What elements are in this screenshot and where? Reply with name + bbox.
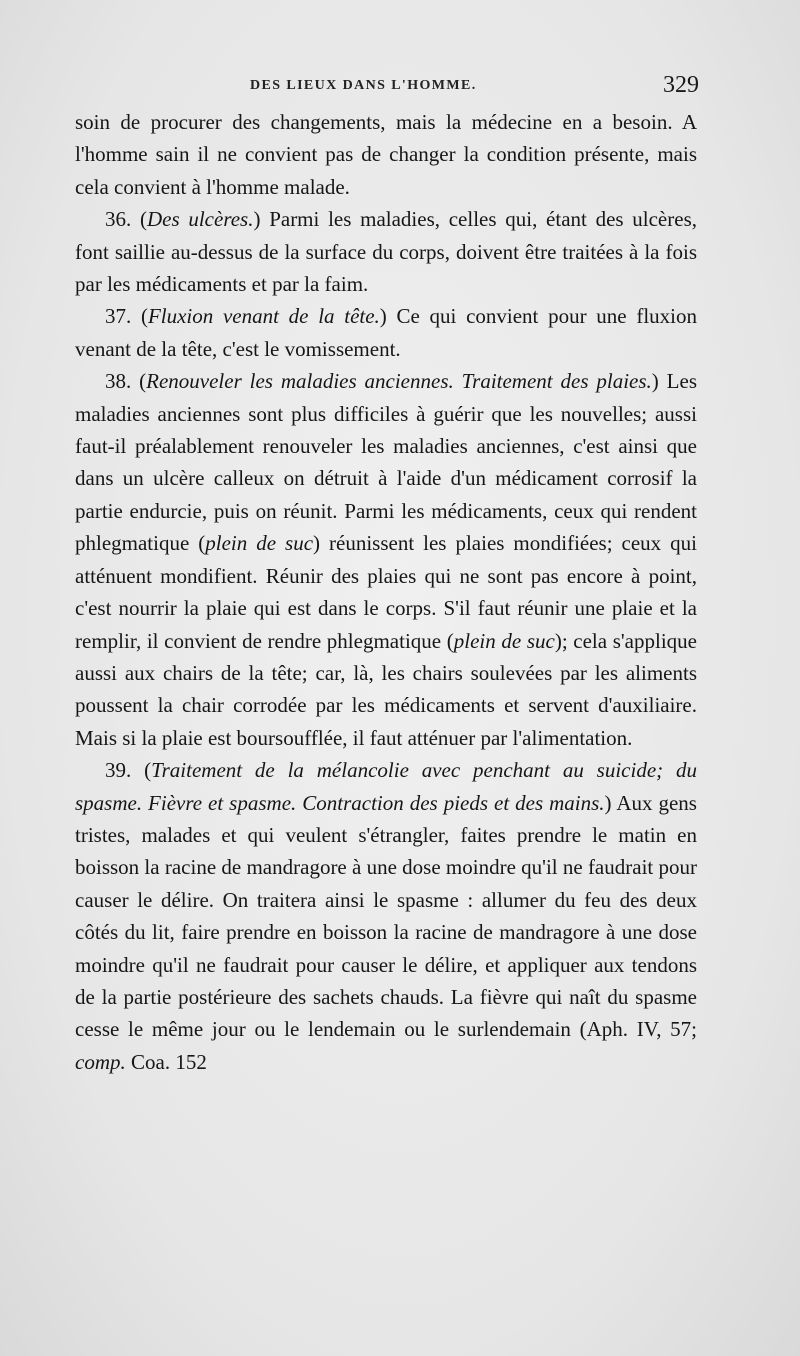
paragraph-38: 38. (Renouveler les maladies anciennes. Traitement des plaies.) Les maladies anciennes sont plus difficiles à guérir que les nouvelles; aussi faut-il préalablement renouveler les maladies anciennes, c'est ainsi que dans un ulcère calleux on détruit à l'aide d'un médicament corrosif la partie endurcie, puis on réunit. Parmi les médicaments, ceux qui rendent phlegmatique (plein de suc) réunissent les plaies mondifiées; ceux qui atténuent mondifient. Réunir des plaies qui ne sont pas encore à point, c'est nourrir la plaie qui est dans le corps. S'il faut réunir une plaie et la remplir, il convient de rendre phlegmatique (plein de suc); cela s'applique aussi aux chairs de la tête; car, là, les chairs soulevées par les aliments poussent la chair corrodée par les médicaments et servent d'auxiliaire. Mais si la plaie est boursoufflée, il faut atténuer par l'alimentation. — [75, 369, 697, 750]
paragraph-number: 38. — [105, 369, 132, 394]
paragraph-gloss: plein de suc — [205, 531, 314, 556]
paragraph-text: Parmi les maladies, celles qui, étant des ulcères, font saillie au-dessus de la surface du corps, doivent être traitées à la fois par les médicaments et par la faim. — [75, 207, 697, 297]
paragraph-number: 39. — [105, 758, 132, 783]
body-text — [75, 106, 697, 1078]
paragraph-39: 39. (Traitement de la mélancolie avec penchant au suicide; du spasme. Fièvre et spasme. Contraction des pieds et des mains.) Aux gens tristes, malades et qui veulent s'étrangler, faites prendre le matin en boisson la racine de mandragore à une dose moindre qu'il ne faudrait pour causer le délire. On traitera ainsi le spasme : allumer du feu des deux côtés du lit, faire prendre en boisson la racine de mandragore à une dose moindre qu'il ne faudrait pour causer le délire, et appliquer aux tendons de la partie postérieure des sachets chauds. La fièvre qui naît du spasme cesse le même jour ou le lendemain ou le surlendemain (Aph. IV, 57; comp. Coa. 152 — [75, 758, 697, 1074]
paragraph-title: Traitement de la mélancolie avec penchant au suicide; du spasme. Fièvre et spasme. Contraction des pieds et des mains. — [75, 758, 697, 815]
paragraph-number: 37. — [105, 304, 132, 329]
paragraph-continued — [75, 106, 697, 203]
paragraph-text: Coa. 152 — [125, 1049, 207, 1074]
paragraph-title: Des ulcères. — [146, 207, 254, 232]
paragraph-title: Renouveler les maladies anciennes. Traitement des plaies. — [146, 369, 652, 394]
paragraph-gloss: comp. — [75, 1049, 126, 1074]
paragraph-36: 36. (Des ulcères.) Parmi les maladies, celles qui, étant des ulcères, font saillie au-dessus de la surface du corps, doivent être traitées à la fois par les médicaments et par la faim. — [75, 207, 697, 297]
paragraph-gloss: plein de suc — [453, 628, 555, 653]
paragraph-text: ) réunissent les plaies mondifiées; ceux qui atténuent mondifient. Réunir des plaies qui ne sont pas encore à point, c'est nourrir la plaie qui est dans le corps. S'il faut réunir une plaie et la remplir, il convient de rendre phlegmatique ( — [75, 531, 697, 653]
paragraph-title: Fluxion venant de la tête. — [147, 304, 380, 329]
running-head: DES LIEUX DANS L'HOMME. — [250, 78, 477, 93]
paragraph-text: Aux gens tristes, malades et qui veulent s'étrangler, faites prendre le matin en boisson la racine de mandragore à une dose moindre qu'il ne faudrait pour causer le délire. On traitera ainsi le spasme : allumer du feu des deux côtés du lit, faire prendre en boisson la racine de mandragore à une dose moindre qu'il ne faudrait pour causer le délire, et appliquer aux tendons de la partie postérieure des sachets chauds. La fièvre qui naît du spasme cesse le même jour ou le lendemain ou le surlendemain (Aph. IV, 57; — [75, 790, 697, 1042]
paragraph-text: Les maladies anciennes sont plus difficiles à guérir que les nouvelles; aussi faut-il préalablement renouveler les maladies anciennes, c'est ainsi que dans un ulcère calleux on détruit à l'aide d'un médicament corrosif la partie endurcie, puis on réunit. Parmi les médicaments, ceux qui rendent phlegmatique ( — [75, 369, 697, 556]
paragraph-text: Ce qui convient pour une fluxion venant de la tête, c'est le vomissement. — [75, 304, 697, 361]
paragraph-37: 37. (Fluxion venant de la tête.) Ce qui convient pour une fluxion venant de la tête, c'est le vomissement. — [75, 304, 697, 361]
page-number: 329 — [663, 72, 699, 98]
paragraph-text: ); cela s'applique aussi aux chairs de la tête; car, là, les chairs soulevées par les aliments poussent la chair corrodée par les médicaments et servent d'auxiliaire. Mais si la plaie est boursoufflée, il faut atténuer par l'alimentation. — [75, 628, 697, 750]
paragraph-number: 36. — [105, 207, 132, 232]
page-header — [75, 72, 699, 106]
paragraph-text: soin de procurer des changements, mais la médecine en a besoin. A l'homme sain il ne convient pas de changer la condition présente, mais cela convient à l'homme malade. — [75, 110, 697, 199]
